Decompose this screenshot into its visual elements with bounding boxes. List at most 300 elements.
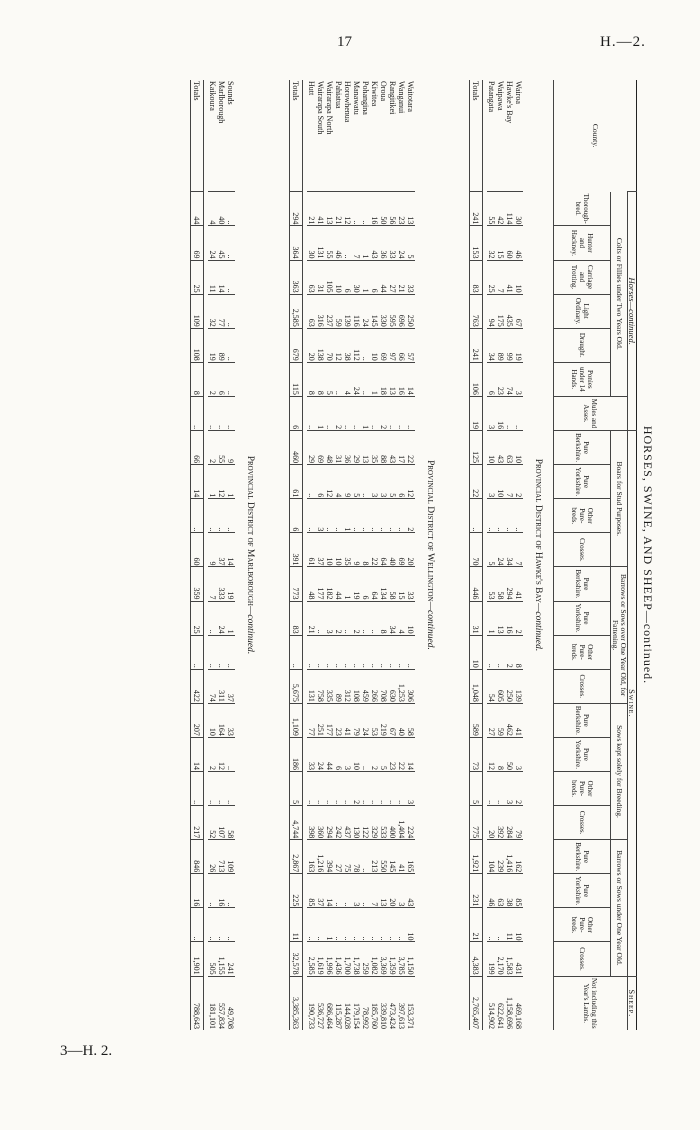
value-cell: 79 — [514, 806, 523, 840]
value-cell: 5 — [388, 465, 397, 499]
value-cell: 242 — [334, 806, 343, 840]
value-cell: 505 — [208, 942, 217, 976]
value-cell: 97 — [388, 328, 397, 362]
county-cell: Wairoa — [514, 81, 523, 104]
value-cell: .. — [226, 396, 235, 430]
value-cell: 63 — [496, 874, 505, 908]
value-cell: 3 — [406, 772, 415, 806]
table-row — [379, 80, 388, 1030]
total-cell: 22 — [470, 465, 483, 499]
value-cell: .. — [505, 396, 514, 430]
value-cell: 77 — [307, 703, 316, 737]
value-cell: 10 — [208, 703, 217, 737]
value-cell: 36 — [379, 226, 388, 260]
value-cell: 56 — [388, 192, 397, 226]
county-cell: Wanganui — [397, 81, 406, 114]
value-cell: 1 — [487, 601, 496, 635]
total-cell: 60 — [191, 533, 204, 567]
value-cell: 284 — [505, 806, 514, 840]
value-cell: .. — [343, 874, 352, 908]
total-cell: 363 — [290, 260, 303, 294]
value-cell: 19 — [514, 328, 523, 362]
value-cell: 24 — [361, 703, 370, 737]
value-cell: 605 — [496, 669, 505, 703]
value-cell: 63 — [307, 294, 316, 328]
value-cell: 316 — [316, 294, 325, 328]
table-row — [217, 80, 226, 1030]
swine-col-header-1-2: Other Pure-breds. — [554, 635, 611, 669]
total-cell: .. — [191, 396, 204, 430]
value-cell: .. — [496, 635, 505, 669]
value-cell: 459 — [361, 669, 370, 703]
value-cell: 24 — [217, 601, 226, 635]
section-title — [235, 80, 265, 1030]
value-cell: .. — [388, 396, 397, 430]
value-cell: 14 — [406, 362, 415, 396]
value-cell: 54 — [487, 669, 496, 703]
value-cell: .. — [352, 396, 361, 430]
total-cell: 16 — [191, 874, 204, 908]
value-cell: 131 — [307, 669, 316, 703]
sheep-group-header — [628, 976, 637, 1030]
value-cell: .. — [217, 908, 226, 942]
value-cell: 53 — [370, 703, 379, 737]
value-cell: 104 — [487, 840, 496, 874]
statistics-table — [190, 80, 637, 1030]
value-cell: 473,424 — [388, 976, 397, 1030]
value-cell: 23 — [334, 703, 343, 737]
value-cell: 3 — [370, 465, 379, 499]
value-cell: 38 — [343, 328, 352, 362]
value-cell: 79 — [352, 703, 361, 737]
value-cell: 1,082 — [370, 942, 379, 976]
value-cell: 437 — [343, 806, 352, 840]
value-cell: 138 — [316, 328, 325, 362]
value-cell: .. — [217, 396, 226, 430]
county-cell: Manawatu — [352, 81, 361, 115]
value-cell: 30 — [307, 226, 316, 260]
value-cell: 29 — [352, 431, 361, 465]
value-cell: 13 — [379, 874, 388, 908]
swine-col-header-2-2: Other Pure-breds. — [554, 772, 611, 806]
value-cell: 35 — [370, 431, 379, 465]
total-cell: .. — [191, 772, 204, 806]
value-cell: 2 — [505, 635, 514, 669]
total-cell: 364 — [290, 226, 303, 260]
value-cell: 40 — [388, 533, 397, 567]
total-cell: 21 — [470, 908, 483, 942]
section-title-suffix: —continued. — [533, 602, 544, 652]
total-cell: 83 — [290, 601, 303, 635]
value-cell: 3,369 — [379, 942, 388, 976]
total-cell: 241 — [470, 192, 483, 226]
section-title-suffix: —continued. — [245, 605, 256, 655]
section-gap-cell — [265, 80, 290, 1030]
value-cell: .. — [307, 465, 316, 499]
value-cell: 462 — [505, 703, 514, 737]
value-cell: 114 — [505, 192, 514, 226]
value-cell: 10 — [496, 465, 505, 499]
table-row — [505, 80, 514, 1030]
value-cell: .. — [496, 908, 505, 942]
value-cell: .. — [496, 772, 505, 806]
total-cell: 231 — [470, 874, 483, 908]
value-cell: 2 — [379, 396, 388, 430]
value-cell: 8 — [496, 737, 505, 771]
value-cell: 99 — [505, 328, 514, 362]
value-cell: 1,155 — [217, 942, 226, 976]
totals-row — [191, 80, 204, 1030]
value-cell: 312 — [343, 669, 352, 703]
value-cell: 6 — [487, 362, 496, 396]
value-cell: 12 — [343, 192, 352, 226]
value-cell: 360 — [316, 806, 325, 840]
county-cell: Waipawa — [496, 81, 505, 111]
value-cell: .. — [397, 635, 406, 669]
county-cell: Wairarapa North — [325, 81, 334, 135]
value-cell: 2 — [352, 601, 361, 635]
value-cell: 25 — [487, 260, 496, 294]
value-cell: .. — [208, 772, 217, 806]
value-cell: .. — [487, 772, 496, 806]
value-cell: 33 — [388, 226, 397, 260]
value-cell: 7 — [352, 226, 361, 260]
value-cell: 185,760 — [370, 976, 379, 1030]
value-cell: 8 — [307, 362, 316, 396]
value-cell: 15 — [397, 567, 406, 601]
value-cell: 41 — [514, 703, 523, 737]
value-cell: 1 — [316, 396, 325, 430]
value-cell: 58 — [406, 703, 415, 737]
table-body — [191, 80, 554, 1030]
value-cell: 29 — [307, 431, 316, 465]
swine-col-header-1-0: Pure Berkshire. — [554, 567, 611, 601]
value-cell: 42 — [496, 192, 505, 226]
total-cell: 5 — [470, 772, 483, 806]
value-cell: 22 — [406, 431, 415, 465]
horses-group-header: Horses—continued. — [628, 192, 637, 431]
value-cell: 59 — [334, 294, 343, 328]
total-cell: 294 — [290, 192, 303, 226]
value-cell: 46 — [334, 226, 343, 260]
value-cell: 514,902 — [487, 976, 496, 1030]
value-cell: 19 — [208, 328, 217, 362]
table-row — [397, 80, 406, 1030]
county-cell: Hutt — [307, 81, 316, 96]
value-cell: .. — [379, 908, 388, 942]
value-cell: 16 — [496, 396, 505, 430]
value-cell: .. — [343, 226, 352, 260]
value-cell: 37 — [316, 874, 325, 908]
value-cell: 15 — [496, 226, 505, 260]
total-cell: 846 — [191, 840, 204, 874]
total-cell: 125 — [470, 431, 483, 465]
section-title-main: Provincial District of Hawke's Bay — [533, 458, 544, 603]
value-cell: .. — [208, 396, 217, 430]
value-cell: 162 — [514, 840, 523, 874]
table-row — [487, 80, 496, 1030]
value-cell: 94 — [487, 294, 496, 328]
value-cell: 41 — [316, 192, 325, 226]
value-cell: 36 — [343, 431, 352, 465]
value-cell: 10 — [370, 328, 379, 362]
value-cell: 107 — [217, 806, 226, 840]
value-cell: .. — [208, 908, 217, 942]
value-cell: .. — [226, 328, 235, 362]
value-cell: 17 — [397, 431, 406, 465]
swine-group-header — [628, 431, 637, 977]
county-cell: Waitotara — [406, 81, 415, 112]
value-cell: 6 — [397, 465, 406, 499]
value-cell: .. — [505, 499, 514, 533]
county-cell: Patangata — [487, 81, 496, 113]
value-cell: 4 — [208, 192, 217, 226]
value-cell: 32 — [487, 226, 496, 260]
total-cell: .. — [191, 635, 204, 669]
value-cell: .. — [208, 635, 217, 669]
value-cell: .. — [208, 499, 217, 533]
value-cell: .. — [217, 635, 226, 669]
value-cell: .. — [370, 772, 379, 806]
value-cell: 74 — [505, 362, 514, 396]
value-cell: 6 — [316, 465, 325, 499]
horse-col-header-2: Carriage and Trotting. — [554, 260, 611, 294]
value-cell: 696 — [397, 294, 406, 328]
total-cell: 25 — [191, 601, 204, 635]
table-header — [554, 80, 637, 1030]
value-cell: 3 — [316, 499, 325, 533]
value-cell: 5 — [406, 226, 415, 260]
value-cell: 20 — [406, 533, 415, 567]
value-cell: 4 — [343, 362, 352, 396]
value-cell: 67 — [514, 294, 523, 328]
value-cell: 41 — [514, 567, 523, 601]
value-cell: .. — [514, 396, 523, 430]
totals-label: Totals — [470, 80, 483, 192]
value-cell: 239 — [496, 840, 505, 874]
value-cell: .. — [361, 362, 370, 396]
value-cell: .. — [343, 908, 352, 942]
value-cell: 55 — [217, 431, 226, 465]
value-cell: .. — [361, 874, 370, 908]
value-cell: 1 — [343, 499, 352, 533]
section-title-main: Provincial District of Marlborough — [245, 455, 256, 606]
value-cell: 251 — [316, 703, 325, 737]
value-cell: .. — [226, 362, 235, 396]
value-cell: .. — [325, 635, 334, 669]
value-cell: 311 — [217, 669, 226, 703]
total-cell: 14 — [191, 737, 204, 771]
value-cell: 12 — [406, 465, 415, 499]
value-cell: .. — [226, 226, 235, 260]
value-cell: 24 — [208, 226, 217, 260]
value-cell: 2 — [208, 362, 217, 396]
value-cell: 130 — [352, 806, 361, 840]
value-cell: 75 — [343, 840, 352, 874]
value-cell: 26 — [208, 840, 217, 874]
value-cell: 34 — [487, 328, 496, 362]
swine-col-header-0-2: Other Pure-breds. — [554, 499, 611, 533]
total-cell: 788,643 — [191, 976, 204, 1030]
value-cell: 1 — [370, 362, 379, 396]
value-cell: 1 — [226, 601, 235, 635]
swine-col-header-0-3: Crosses. — [554, 533, 611, 567]
section-title — [523, 80, 554, 1030]
value-cell: 134 — [379, 567, 388, 601]
value-cell: 44 — [325, 737, 334, 771]
swine-col-header-3-3: Crosses. — [554, 942, 611, 976]
value-cell: 50 — [505, 737, 514, 771]
value-cell: 237 — [325, 294, 334, 328]
value-cell: 38 — [505, 874, 514, 908]
value-cell: 6 — [334, 737, 343, 771]
value-cell: 60 — [505, 226, 514, 260]
value-cell: 12 — [217, 737, 226, 771]
value-cell: 16 — [505, 601, 514, 635]
value-cell: 66 — [397, 328, 406, 362]
value-cell: .. — [316, 635, 325, 669]
breeding-group-header: Sows kept solely for Breeding. — [611, 703, 628, 839]
value-cell: 48 — [307, 567, 316, 601]
value-cell: 686,464 — [325, 976, 334, 1030]
value-cell: 19 — [352, 567, 361, 601]
value-cell: 10 — [406, 908, 415, 942]
value-cell: .. — [370, 499, 379, 533]
value-cell: 213 — [370, 840, 379, 874]
value-cell: 24 — [361, 294, 370, 328]
value-cell: 3 — [343, 737, 352, 771]
value-cell: 13 — [361, 431, 370, 465]
value-cell: 19 — [226, 567, 235, 601]
value-cell: 595 — [388, 294, 397, 328]
value-cell: 12 — [487, 737, 496, 771]
value-cell: 31 — [316, 260, 325, 294]
value-cell: 1 — [343, 567, 352, 601]
county-cell: Kiwitea — [370, 81, 379, 107]
value-cell: 46 — [487, 874, 496, 908]
value-cell: 30 — [352, 260, 361, 294]
value-cell: 250 — [505, 669, 514, 703]
value-cell: .. — [334, 499, 343, 533]
section-gap — [265, 80, 290, 1030]
value-cell: 34 — [505, 533, 514, 567]
value-cell: 1,216 — [316, 840, 325, 874]
boars-group-header: Boars for Stud Purposes. — [611, 431, 628, 567]
value-cell: .. — [316, 601, 325, 635]
value-cell: 758 — [316, 669, 325, 703]
value-cell: .. — [334, 908, 343, 942]
value-cell: 61 — [307, 533, 316, 567]
value-cell: 64 — [370, 567, 379, 601]
value-cell: .. — [361, 737, 370, 771]
value-cell: 1 — [226, 465, 235, 499]
value-cell: 622,641 — [496, 976, 505, 1030]
value-cell: 6 — [361, 567, 370, 601]
value-cell: 13 — [496, 601, 505, 635]
value-cell: 11 — [208, 260, 217, 294]
total-cell: 422 — [191, 669, 204, 703]
value-cell: 1 — [208, 465, 217, 499]
value-cell: .. — [343, 772, 352, 806]
value-cell: 16 — [397, 362, 406, 396]
value-cell: 35 — [343, 533, 352, 567]
value-cell: 164 — [217, 703, 226, 737]
value-cell: 1,583 — [505, 942, 514, 976]
value-cell: 10 — [406, 601, 415, 635]
value-cell: .. — [208, 601, 217, 635]
value-cell: .. — [352, 908, 361, 942]
value-cell: 11 — [505, 908, 514, 942]
table-title: HORSES, SWINE, AND SHEEP—continued. — [641, 425, 655, 685]
value-cell: 179,154 — [352, 976, 361, 1030]
total-cell: 1,048 — [470, 669, 483, 703]
county-cell: Kaikoura — [208, 81, 217, 111]
value-cell: 41 — [505, 260, 514, 294]
value-cell: .. — [487, 635, 496, 669]
value-cell: 30 — [514, 192, 523, 226]
value-cell: 1 — [325, 908, 334, 942]
document-reference: H.—2. — [600, 34, 646, 50]
value-cell: 131 — [316, 226, 325, 260]
value-cell: 69 — [316, 431, 325, 465]
footer-reference: 3—H. 2. — [60, 1043, 113, 1059]
section-title-main: Provincial District of Wellington — [425, 460, 436, 602]
county-header: County. — [554, 80, 637, 192]
total-cell: 10 — [470, 635, 483, 669]
value-cell: 69 — [397, 533, 406, 567]
value-cell: .. — [226, 874, 235, 908]
value-cell: 43 — [388, 431, 397, 465]
total-cell: .. — [191, 908, 204, 942]
table-row — [352, 80, 361, 1030]
value-cell: .. — [361, 192, 370, 226]
total-cell: 446 — [470, 567, 483, 601]
value-cell: 7 — [505, 465, 514, 499]
value-cell: .. — [361, 635, 370, 669]
value-cell: 1,436 — [334, 942, 343, 976]
value-cell: 59 — [496, 703, 505, 737]
value-cell: 139 — [514, 669, 523, 703]
value-cell: .. — [307, 772, 316, 806]
value-cell: 259 — [361, 942, 370, 976]
value-cell: 70 — [325, 328, 334, 362]
value-cell: 1 — [361, 396, 370, 430]
value-cell: 23 — [388, 737, 397, 771]
table-row — [388, 80, 397, 1030]
total-cell: 4,383 — [470, 942, 483, 976]
value-cell: 3 — [487, 465, 496, 499]
total-cell: 241 — [470, 328, 483, 362]
value-cell: 41 — [343, 703, 352, 737]
value-cell: .. — [379, 772, 388, 806]
value-cell: 708 — [379, 669, 388, 703]
totals-row — [470, 80, 483, 1030]
colts-group-header: Colts or Fillies under Two Years Old. — [611, 192, 628, 397]
total-cell: 5,675 — [290, 669, 303, 703]
value-cell: .. — [334, 772, 343, 806]
total-cell: 61 — [290, 465, 303, 499]
value-cell: 67 — [388, 703, 397, 737]
value-cell: 10 — [487, 431, 496, 465]
value-cell: 7 — [208, 567, 217, 601]
value-cell: .. — [226, 192, 235, 226]
value-cell: .. — [208, 874, 217, 908]
value-cell: 2 — [514, 601, 523, 635]
value-cell: 145 — [370, 294, 379, 328]
section-title-suffix: —continued. — [425, 601, 436, 650]
table-row — [208, 80, 217, 1030]
value-cell: .. — [487, 908, 496, 942]
